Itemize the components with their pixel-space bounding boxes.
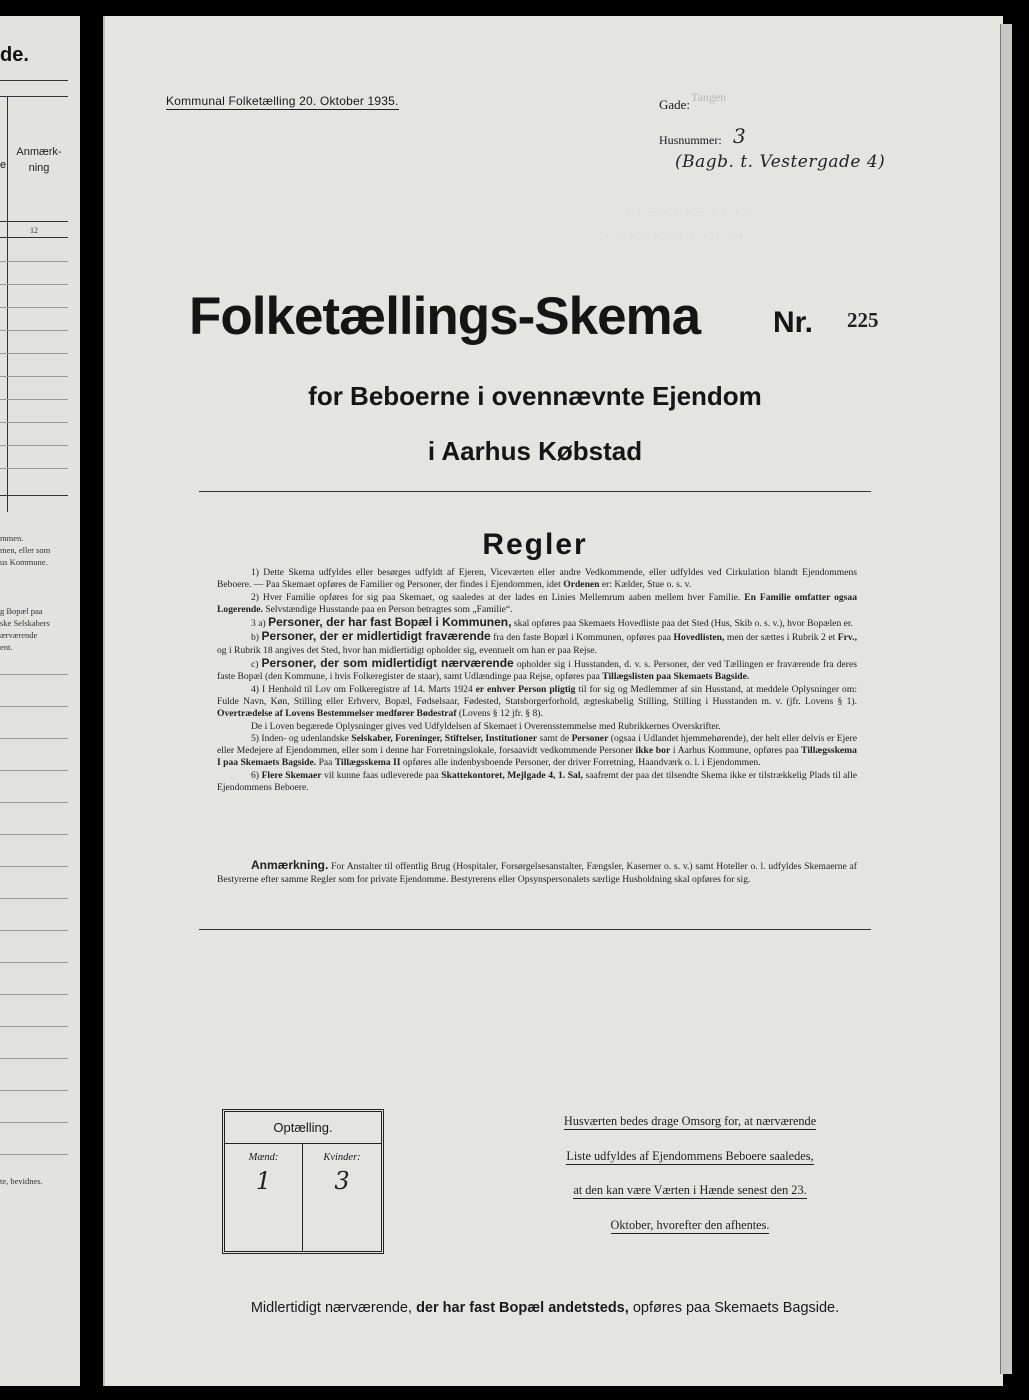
facing-page-row (0, 738, 68, 739)
census-form-page (103, 16, 1003, 1386)
rule-4: 4) I Henhold til Lov om Folkeregistre af 14. Marts 1924 er enhver Person pligtig til for sig og Medlemmer af sin Husstand, at meddele Oplysninger om: Fulde Navn, Køn, Stilling eller Erhverv, Bopæl, Fødselsaar, Fødested, Statsborgerforhold, ægteskabelig Stilling, Stilling i Husstanden m. v. (jfr. Lovens § 1). Overtrædelse af Lovens Bestemmelser medfører Bødestraf (Lovens § 12 jfr. § 8). (217, 683, 857, 720)
facing-page-row (0, 674, 68, 675)
page-edge (1000, 24, 1012, 1374)
maend-count: 1 (255, 1167, 272, 1195)
notice-line: at den kan være Værten i Hænde senest den 23. (573, 1183, 807, 1197)
facing-page-row (0, 706, 68, 707)
landlord-notice (515, 1104, 865, 1242)
form-title: Folketællings-Skema (189, 287, 701, 346)
anmaerkning-label: Anmærkning. (251, 858, 329, 872)
facing-page-row (0, 376, 68, 377)
gade-value: Tangen (691, 90, 727, 104)
facing-page-row (0, 330, 68, 331)
notice-line: Liste udfyldes af Ejendommens Beboere saaledes, (566, 1148, 814, 1163)
optaelling-title: Optælling. (225, 1112, 381, 1144)
rule-5: 5) Inden- og udenlandske Selskaber, Foreninger, Stiftelser, Institutioner samt de Personer (ogsaa i Udlandet hjemmehørende), der helt eller delvis er Ejere eller Medejere af Ejendommen, eller som i denne har Forretningslokale, forsaavidt vedkommende Personer ikke bor i Aarhus Kommune, opføres paa Tillægsskema I paa Skemaets Bagside. Paa Tillægsskema II opføres alle indenbysboende Personer, der driver Forretning, Haandværk o. l. i Ejendommen. (217, 732, 858, 769)
facing-page-row (0, 802, 68, 803)
facing-page-row (0, 1090, 68, 1091)
facing-page-row (0, 866, 68, 867)
facing-page-row (0, 422, 68, 423)
facing-page-column-e: e (0, 159, 7, 171)
kvinder-column (303, 1144, 381, 1251)
kvinder-label: Kvinder: (323, 1152, 361, 1163)
husnummer-label: Husnummer: (659, 133, 722, 147)
bleed-through-text: · · · · · · · · · · · · (605, 230, 746, 245)
facing-page-fragment: te, bevidnes. (0, 1176, 43, 1186)
facing-page-row (0, 834, 68, 835)
facing-page-fragment: us Kommune. (0, 557, 48, 567)
facing-page-rule (0, 221, 68, 222)
rule-1: 1) Dette Skema udfyldes eller besørges udfyldt af Ejeren, Viceværten eller andre Vedkommende, eller udfyldes ved Cirkulation blandt Ejendommens Beboere. — Paa Skemaet opføres de Familier og Personer, der findes i Ejendommen, idet Ordenen er: Kælder, Stue o. s. v. (217, 567, 857, 591)
facing-page-rule (0, 96, 68, 97)
notice-line: Oktober, hvorefter den afhentes. (610, 1217, 770, 1232)
facing-page-row (0, 468, 68, 469)
divider (199, 491, 871, 492)
rule-3b: b) Personer, der er midlertidigt fraværende fra den faste Bopæl i Kommunen, opføres paa Hovedlisten, men der sættes i Rubrik 2 et Frv., og i Rubrik 18 angives det Sted, hvor han midlertidigt opholder sig, eventuelt om han er paa Rejse. (217, 629, 857, 656)
facing-page-row (0, 994, 68, 995)
form-municipality: i Aarhus Købstad (427, 436, 643, 466)
rule-3a: 3 a) Personer, der har fast Bopæl i Kommunen, skal opføres paa Skemaets Hovedliste paa det Sted (Hus, Skib o. s. v.), hvor Bopælen er. (251, 615, 853, 630)
rule-3c: c) Personer, der som midlertidigt nærværende opholder sig i Husstanden, d. v. s. Personer, der ved Tællingen er fraværende fra deres faste Bopæl (den Kommune, i hvis Folkeregister de staar), samt Udlændinge paa Rejse, opføres paa Tillægslisten paa Skemaets Bagside. (217, 656, 857, 683)
facing-page-fragment: mmen. (0, 533, 24, 543)
footer-instruction: Midlertidigt nærværende, der har fast Bopæl andetsteds, opføres paa Skemaets Bagside. (250, 1300, 840, 1316)
gade-label: Gade: (659, 97, 691, 112)
notice-line: Husværten bedes drage Omsorg for, at nærværende (563, 1114, 817, 1128)
kvinder-count: 3 (334, 1167, 350, 1195)
facing-page-row (0, 898, 68, 899)
facing-page-row (0, 962, 68, 963)
bleed-through-text: · · · · · · · · · · · (625, 206, 754, 221)
facing-page-fragment: ærværende (0, 630, 38, 640)
facing-page-row (0, 284, 68, 285)
husnummer-value: 3 (733, 124, 746, 148)
rule-6: 6) Flere Skemaer vil kunne faas udleverede paa Skattekontoret, Mejlgade 4, 1. Sal, saafremt der paa det tilsendte Skema ikke er tilstrækkelig Plads til alle Ejendommens Beboere. (217, 769, 858, 794)
facing-page-row (0, 1026, 68, 1027)
facing-page-row (0, 930, 68, 931)
facing-page-fragment: men, eller som (0, 545, 51, 555)
facing-page-rule (0, 495, 68, 496)
facing-page-fragment: g Bopæl paa (0, 606, 43, 616)
facing-page-row (0, 1154, 68, 1155)
facing-page (0, 16, 80, 1386)
form-number-label: Nr. (773, 306, 814, 339)
husnummer-note: (Bagb. t. Vestergade 4) (675, 152, 886, 172)
facing-page-row (0, 307, 68, 308)
maend-column (225, 1144, 303, 1251)
census-header: Kommunal Folketælling 20. Oktober 1935. (166, 94, 399, 108)
facing-page-row (0, 399, 68, 400)
facing-page-rule (0, 80, 68, 81)
facing-page-fragment: ske Selskabers (0, 618, 50, 628)
maend-label: Mænd: (248, 1152, 279, 1163)
rule-4-note: De i Loven begærede Oplysninger gives ved Udfyldelsen af Skemaet i Overensstemmelse med Rubrikkernes Overskrifter. (251, 720, 721, 732)
facing-page-row (0, 445, 68, 446)
facing-page-row (0, 261, 68, 262)
facing-page-title: de. (0, 44, 29, 66)
facing-page-row (0, 770, 68, 771)
facing-page-column-line (7, 96, 8, 512)
anmaerkning-text: For Anstalter til offentlig Brug (Hospitaler, Forsørgelsesanstalter, Fængsler, Kaserner o. s. v.) samt Hoteller o. l. udfyldes Skemaerne af Bestyrerne efter samme Regler som for private Ejendomme. Bestyrerens eller Opsynspersonalets særlige Husholdning skal opføres for sig. (217, 861, 857, 885)
rules-heading: Regler (482, 528, 588, 561)
facing-page-column-header: Anmærk- ning (16, 146, 62, 174)
facing-page-rule (0, 237, 68, 238)
facing-page-row (0, 1122, 68, 1123)
divider (199, 929, 871, 930)
rule-2: 2) Hver Familie opføres for sig paa Skemaet, og saaledes at der lades en Linies Mellemrum aaben mellem hver Familie. En Familie omfatter ogsaa Logerende. Selvstændige Husstande paa en Person betragtes som „Familie“. (217, 591, 857, 615)
facing-page-fragment: ent. (0, 642, 13, 652)
optaelling-box (222, 1109, 384, 1254)
facing-page-row (0, 353, 68, 354)
facing-page-row (0, 1058, 68, 1059)
rules-text (217, 567, 857, 794)
facing-page-column-number: 12 (30, 226, 38, 235)
form-subtitle: for Beboerne i ovennævnte Ejendom (308, 381, 762, 411)
form-number-value: 225 (847, 308, 879, 332)
anmaerkning-note (217, 859, 857, 887)
